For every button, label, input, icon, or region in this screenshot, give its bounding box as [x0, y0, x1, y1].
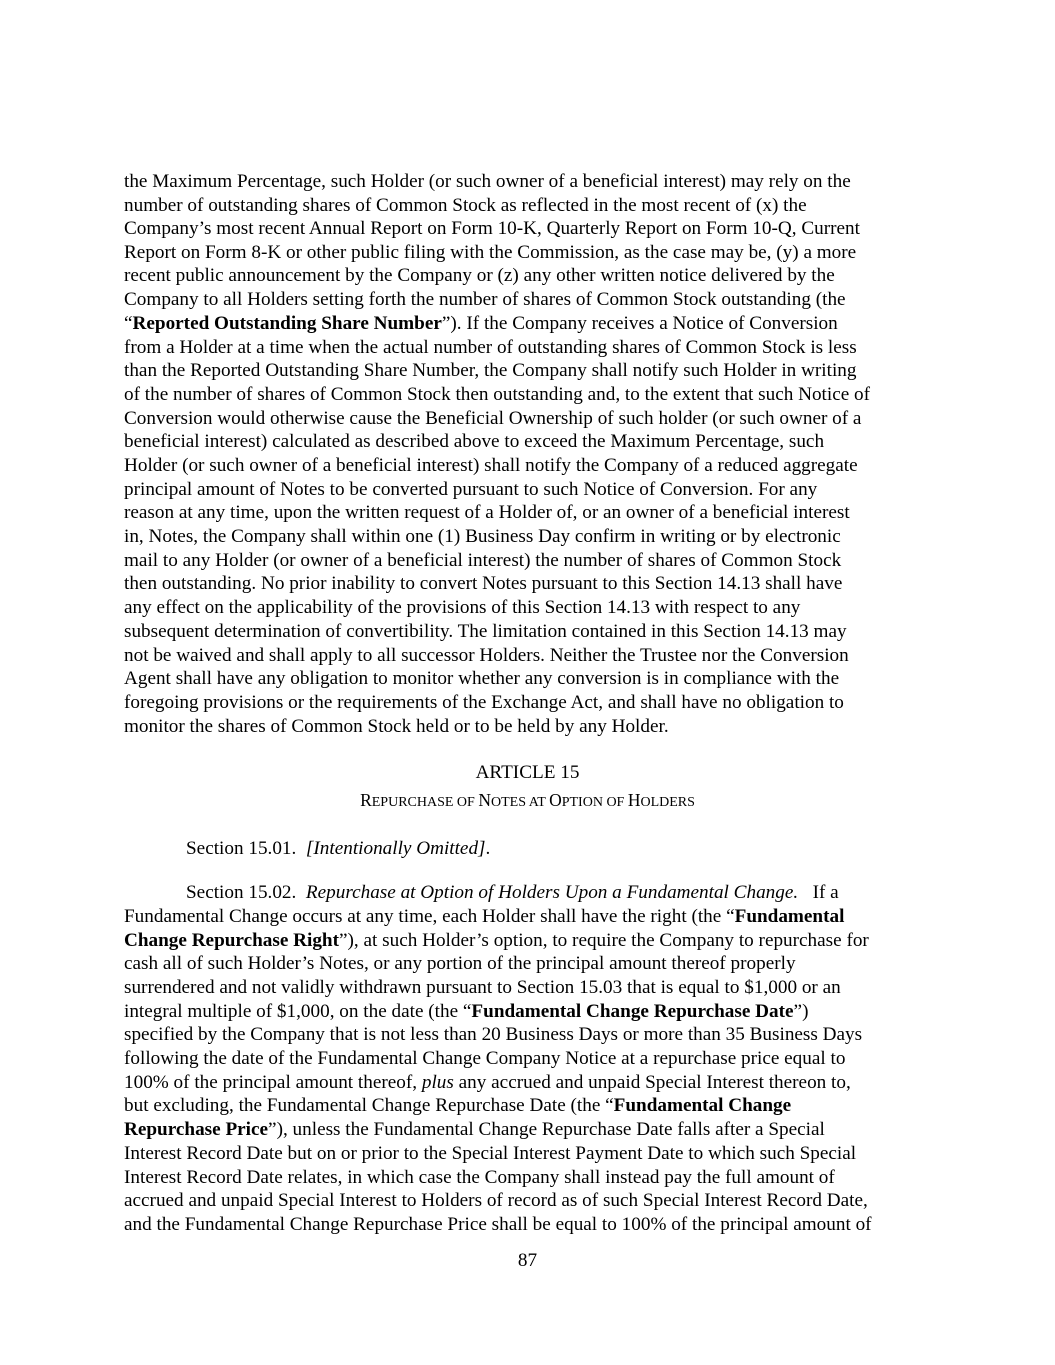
text-run: the Maximum Percentage, such Holder (or such owner of a beneficial interest) may rely on the	[124, 171, 851, 192]
text-line	[124, 312, 838, 336]
text-line	[124, 525, 841, 549]
section-number: Section 15.02.	[186, 882, 297, 903]
small-cap-text: PTION OF	[561, 795, 628, 810]
text-line	[124, 383, 870, 407]
text-line	[124, 976, 841, 1000]
defined-term: Change Repurchase Right	[124, 930, 339, 951]
text-run: Fundamental Change occurs at any time, each Holder shall have the right (the “	[124, 906, 735, 927]
text-line	[124, 952, 796, 976]
text-line	[124, 596, 800, 620]
text-line	[124, 715, 669, 739]
text-line	[124, 478, 817, 502]
section-15-02-heading	[186, 881, 839, 905]
section-title: [Intentionally Omitted]	[305, 838, 486, 859]
text-run: 100% of the principal amount thereof,	[124, 1072, 422, 1093]
text-line	[124, 194, 807, 218]
text-run: accrued and unpaid Special Interest to Holders of record as of such Special Interest Record Date,	[124, 1190, 868, 1211]
text-run: of the number of shares of Common Stock then outstanding and, to the extent that such Notice of	[124, 384, 871, 405]
section-15-01-heading	[186, 837, 490, 861]
text-run: subsequent determination of convertibility. The limitation contained in this Section 14.13 may	[124, 621, 847, 642]
text-run: If a	[812, 882, 839, 903]
text-run: following the date of the Fundamental Change Company Notice at a repurchase price equal to	[124, 1048, 846, 1069]
text-line	[124, 1142, 856, 1166]
text-line	[124, 217, 860, 241]
defined-term: Reported Outstanding Share Number	[132, 313, 442, 334]
text-line	[124, 1023, 862, 1047]
text-run: Company’s most recent Annual Report on Form 10-K, Quarterly Report on Form 10-Q, Current	[124, 218, 860, 239]
text-line	[124, 407, 861, 431]
text-line	[124, 359, 857, 383]
defined-term: Fundamental Change	[613, 1095, 792, 1116]
text-line	[124, 288, 846, 312]
defined-term: Fundamental	[734, 906, 845, 927]
text-run: but excluding, the Fundamental Change Repurchase Date (the “	[124, 1095, 614, 1116]
text-run: Interest Record Date relates, in which case the Company shall instead pay the full amount of	[124, 1167, 835, 1188]
page-number: 87	[517, 1250, 538, 1271]
text-line	[124, 430, 824, 454]
text-run: surrendered and not validly withdrawn pursuant to Section 15.03 that is equal to $1,000 or an	[124, 977, 841, 998]
small-cap-initial: R	[360, 790, 372, 810]
article-title	[0, 789, 1055, 815]
text-run: not be waived and shall apply to all successor Holders. Neither the Trustee nor the Conversion	[124, 645, 849, 666]
text-line	[124, 501, 850, 525]
text-run: integral multiple of $1,000, on the date (the “	[124, 1001, 472, 1022]
section-number: Section 15.01.	[186, 838, 297, 859]
small-cap-text: OTES AT	[490, 795, 550, 810]
text-run: mail to any Holder (or owner of a beneficial interest) the number of shares of Common Stock	[124, 550, 842, 571]
text-run: Conversion would otherwise cause the Beneficial Ownership of such holder (or such owner of a	[124, 408, 862, 429]
text-run: Holder (or such owner of a beneficial interest) shall notify the Company of a reduced aggregate	[124, 455, 858, 476]
small-cap-text: OLDERS	[640, 795, 695, 810]
text-run: and the Fundamental Change Repurchase Price shall be equal to 100% of the principal amount of	[124, 1214, 872, 1235]
text-run: .	[485, 838, 491, 859]
text-line	[124, 1118, 825, 1142]
small-cap-initial: H	[627, 790, 641, 810]
text-line	[124, 1213, 872, 1237]
text-line	[124, 1000, 808, 1024]
text-run: “	[124, 313, 133, 334]
text-run: Agent shall have any obligation to monitor whether any conversion is in compliance with the	[124, 668, 840, 689]
text-run: monitor the shares of Common Stock held or to be held by any Holder.	[124, 716, 669, 737]
text-line	[124, 549, 841, 573]
text-line	[124, 691, 844, 715]
text-run: reason at any time, upon the written request of a Holder of, or an owner of a beneficial interest	[124, 502, 850, 523]
text-line	[124, 572, 842, 596]
text-line	[124, 336, 857, 360]
text-run: cash all of such Holder’s Notes, or any portion of the principal amount thereof properly	[124, 953, 796, 974]
text-line	[124, 264, 835, 288]
text-run: Company to all Holders setting forth the number of shares of Common Stock outstanding (the	[124, 289, 846, 310]
text-line	[124, 905, 844, 929]
text-line	[124, 241, 856, 265]
text-run: specified by the Company that is not less than 20 Business Days or more than 35 Business Days	[124, 1024, 863, 1045]
text-line	[124, 620, 847, 644]
text-run: ”). If the Company receives a Notice of Conversion	[441, 313, 838, 334]
text-run: foregoing provisions or the requirements of the Exchange Act, and shall have no obligation to	[124, 692, 844, 713]
text-line	[124, 1094, 791, 1118]
text-line	[124, 454, 858, 478]
article-number: ARTICLE 15	[475, 762, 580, 783]
defined-term: Fundamental Change Repurchase Date	[471, 1001, 794, 1022]
text-run: any effect on the applicability of the provisions of this Section 14.13 with respect to any	[124, 597, 801, 618]
italic-term: plus	[421, 1072, 454, 1093]
text-run: in, Notes, the Company shall within one (1) Business Day confirm in writing or by electronic	[124, 526, 841, 547]
text-line	[124, 1166, 835, 1190]
text-run: beneficial interest) calculated as described above to exceed the Maximum Percentage, such	[124, 431, 825, 452]
text-run: than the Reported Outstanding Share Number, the Company shall notify such Holder in writing	[124, 360, 857, 381]
text-run: ”), at such Holder’s option, to require the Company to repurchase for	[339, 930, 869, 951]
text-line	[124, 667, 839, 691]
text-line	[124, 170, 851, 194]
text-run: any accrued and unpaid Special Interest thereon to,	[453, 1072, 851, 1093]
text-run: then outstanding. No prior inability to convert Notes pursuant to this Section 14.13 shall have	[124, 573, 843, 594]
text-run: number of outstanding shares of Common Stock as reflected in the most recent of (x) the	[124, 195, 807, 216]
text-line	[124, 1047, 845, 1071]
text-run: Report on Form 8-K or other public filing with the Commission, as the case may be, (y) a more	[124, 242, 857, 263]
text-line	[124, 644, 849, 668]
text-line	[124, 1189, 868, 1213]
small-cap-initial: O	[549, 790, 562, 810]
text-run: ”)	[793, 1001, 809, 1022]
text-line	[124, 929, 869, 953]
text-run: ”), unless the Fundamental Change Repurchase Date falls after a Special	[268, 1119, 825, 1140]
text-run: principal amount of Notes to be converted pursuant to such Notice of Conversion. For any	[124, 479, 818, 500]
section-title: Repurchase at Option of Holders Upon a Fundamental Change.	[305, 882, 799, 903]
small-cap-initial: N	[478, 790, 491, 810]
text-run: from a Holder at a time when the actual number of outstanding shares of Common Stock is less	[124, 337, 857, 358]
small-cap-text: EPURCHASE OF	[371, 795, 479, 810]
text-run: recent public announcement by the Company or (z) any other written notice delivered by the	[124, 265, 835, 286]
defined-term: Repurchase Price	[124, 1119, 269, 1140]
text-run: Interest Record Date but on or prior to the Special Interest Payment Date to which such Special	[124, 1143, 857, 1164]
text-line	[124, 1071, 851, 1095]
